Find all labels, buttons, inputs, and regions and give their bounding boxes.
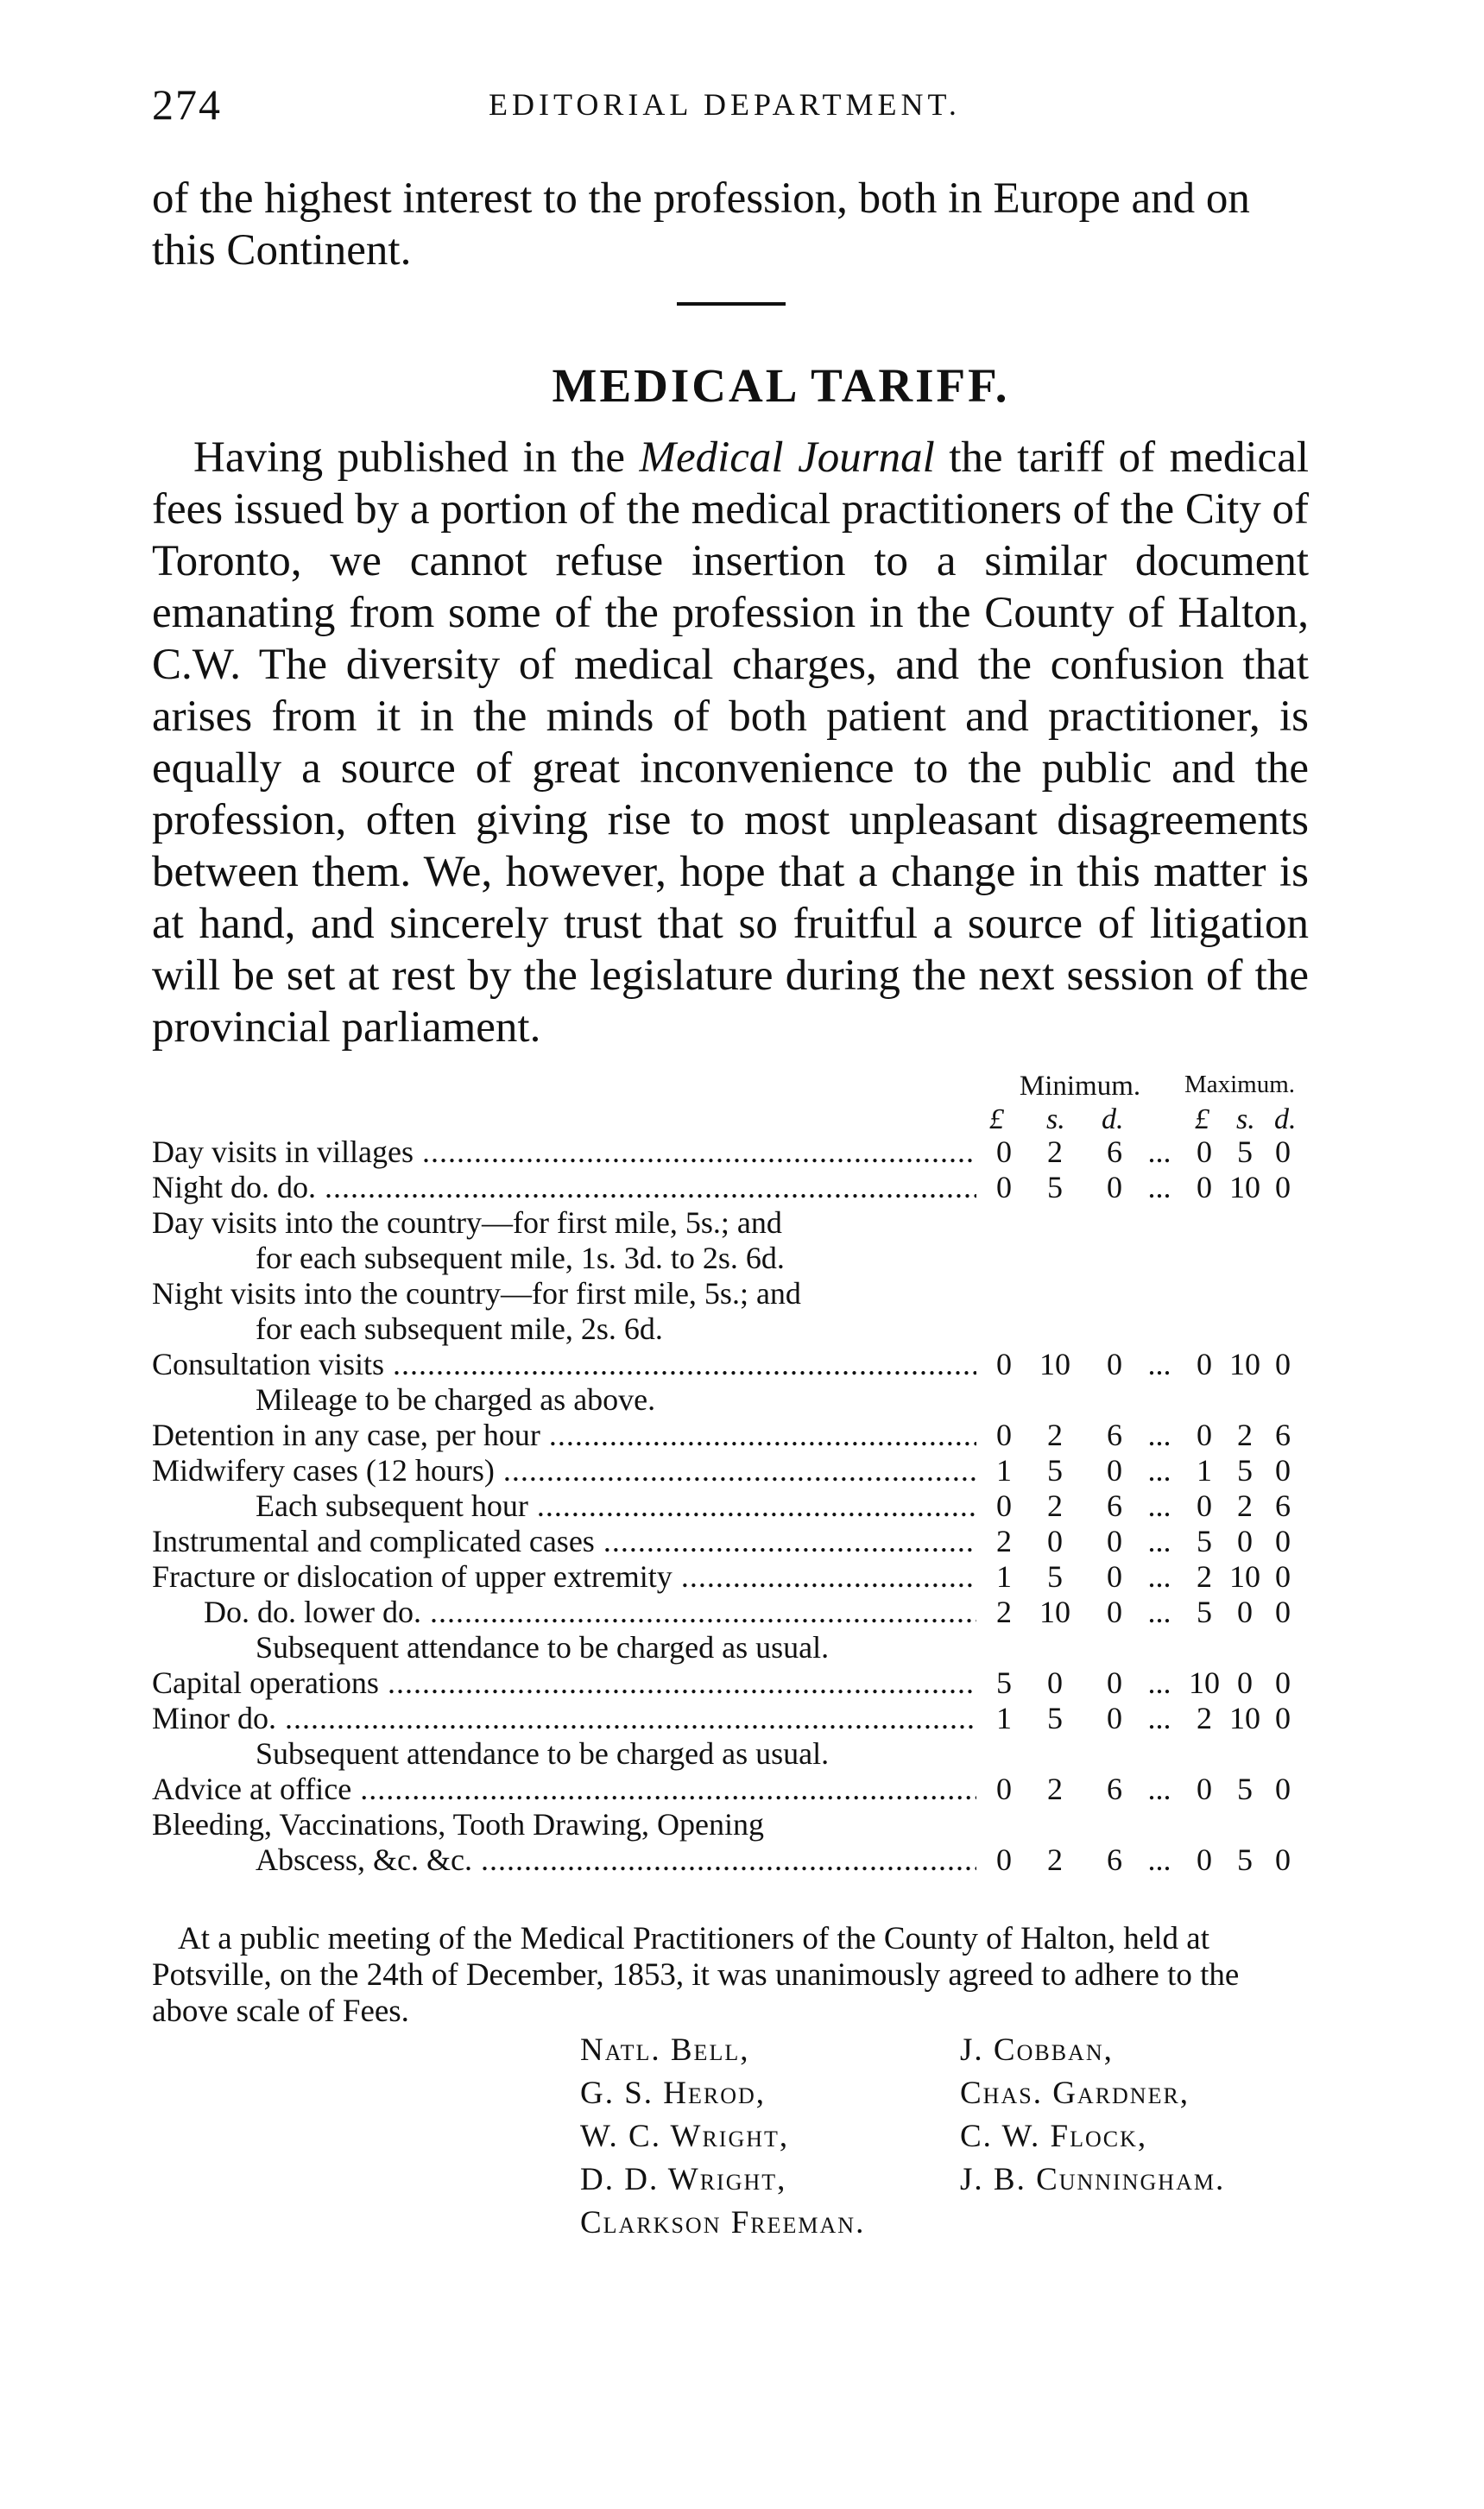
minimum-value: 0 [1047,1665,1063,1700]
value-separator: ... [1147,1134,1171,1169]
intro-text: of the highest interest to the profession, both in Europe and on this Continent. [152,174,1250,275]
value-separator: ... [1147,1595,1171,1629]
value-separator: ... [1147,1453,1171,1488]
tariff-row-label: for each subsequent mile, 2s. 6d. [256,1311,663,1346]
tariff-row-label: Detention in any case, per hour ..... [152,1418,976,1453]
minimum-value: 6 [1107,1842,1122,1877]
tariff-row-label: Subsequent attendance to be charged as usual. [256,1736,830,1771]
max-shilling-unit: s. [1236,1103,1255,1135]
tariff-table [152,1071,1317,1878]
maximum-value: 0 [1197,1134,1212,1169]
maximum-value: 0 [1237,1665,1253,1700]
minimum-value: 6 [1107,1134,1122,1169]
minimum-value: 6 [1107,1488,1122,1523]
tariff-row-label: Mileage to be charged as above. [256,1382,656,1417]
minimum-value: 0 [1107,1595,1122,1629]
value-separator: ... [1147,1170,1171,1204]
maximum-value: 6 [1275,1488,1291,1523]
tariff-row-label: Advice at office ..... [152,1772,976,1807]
minimum-header: Minimum. [1019,1071,1141,1102]
signatory-left-2: G. S. Herod, [580,2076,767,2111]
article-title: MEDICAL TARIFF. [552,359,1010,412]
maximum-value: 5 [1237,1842,1253,1877]
value-separator: ... [1147,1418,1171,1452]
minimum-value: 1 [996,1559,1012,1594]
tariff-row [152,1524,1317,1559]
tariff-row-label: Day visits into the country—for first mile, 5s.; and [152,1205,782,1240]
tariff-row-label: Abscess, &c. &c. ..... [152,1842,976,1878]
page-number: 274 [152,80,222,129]
maximum-value: 5 [1237,1772,1253,1806]
paragraph-text-end: the tariff of medical fees issued by a portion of the medical practitioners of the City of Toronto, we cannot refuse insertion to a similar document emanating from some of the profession in the County of Halton, C.W. The diversity of medical charges, and the confusion that arises from it in the minds of both patient and practitioner, is equally a source of great inconvenience to the public and the profession, often giving rise to most unpleasant disagreements between them. We, however, hope that a change in this matter is at hand, and sincerely trust that so fruitful a source of litigation will be set at rest by the legislature during the next session of the provincial parliament. [152,433,1310,1052]
tariff-row [152,1736,1317,1772]
maximum-value: 10 [1229,1559,1260,1594]
maximum-value: 0 [1275,1842,1291,1877]
maximum-value: 0 [1275,1453,1291,1488]
minimum-value: 5 [1047,1170,1063,1204]
maximum-value: 10 [1229,1701,1260,1735]
max-pound-unit: £ [1195,1103,1209,1135]
max-pence-unit: d. [1274,1103,1297,1135]
minimum-value: 2 [1047,1772,1063,1806]
signatory-right-3: C. W. Flock, [960,2119,1148,2154]
tariff-row [152,1418,1317,1453]
tariff-row [152,1559,1317,1595]
minimum-value: 0 [1047,1524,1063,1558]
minimum-value: 6 [1107,1418,1122,1452]
min-pound-unit: £ [989,1103,1004,1135]
maximum-value: 0 [1275,1347,1291,1381]
value-separator: ... [1147,1772,1171,1806]
tariff-row-label: Capital operations ..... [152,1665,976,1701]
minimum-value: 0 [996,1842,1012,1877]
maximum-value: 5 [1197,1595,1212,1629]
maximum-value: 2 [1197,1701,1212,1735]
signatory-left-4: D. D. Wright, [580,2162,787,2197]
tariff-row [152,1453,1317,1488]
paragraph-text-start: Having published in the [193,433,640,482]
closing-text: At a public meeting of the Medical Practitioners of the County of Halton, held at Potsville, on the 24th of December, 1853, it was unanimously agreed to adhere to the above scale of Fees. [152,1921,1240,2029]
tariff-row-label: Instrumental and complicated cases ..... [152,1524,976,1559]
minimum-value: 2 [996,1524,1012,1558]
maximum-value: 0 [1197,1842,1212,1877]
tariff-row-label: Subsequent attendance to be charged as usual. [256,1630,830,1665]
maximum-value: 2 [1197,1559,1212,1594]
tariff-row [152,1347,1317,1382]
tariff-header [152,1071,1317,1134]
minimum-value: 2 [1047,1488,1063,1523]
tariff-row [152,1276,1317,1311]
minimum-value: 0 [996,1772,1012,1806]
value-separator: ... [1147,1347,1171,1381]
maximum-value: 0 [1237,1524,1253,1558]
value-separator: ... [1147,1488,1171,1523]
signatory-left-3: W. C. Wright, [580,2119,790,2154]
maximum-value: 10 [1229,1170,1260,1204]
signatory-right-1: J. Cobban, [960,2032,1114,2068]
maximum-value: 0 [1275,1701,1291,1735]
minimum-value: 2 [1047,1842,1063,1877]
signatory-right-2: Chas. Gardner, [960,2076,1190,2111]
maximum-value: 0 [1197,1488,1212,1523]
min-shilling-unit: s. [1046,1103,1065,1135]
tariff-row-label: Consultation visits ..... [152,1347,976,1382]
maximum-value: 2 [1237,1488,1253,1523]
minimum-value: 10 [1039,1595,1070,1629]
maximum-value: 6 [1275,1418,1291,1452]
minimum-value: 1 [996,1701,1012,1735]
value-separator: ... [1147,1701,1171,1735]
maximum-value: 0 [1275,1772,1291,1806]
journal-name: Medical Journal [639,433,935,482]
minimum-value: 0 [996,1170,1012,1204]
minimum-value: 10 [1039,1347,1070,1381]
tariff-row-label: Day visits in villages ..... [152,1134,976,1170]
tariff-row [152,1595,1317,1630]
maximum-value: 0 [1275,1559,1291,1594]
tariff-row-label: Minor do. ..... [152,1701,976,1736]
tariff-row-label: Night visits into the country—for first mile, 5s.; and [152,1276,801,1311]
maximum-value: 10 [1229,1347,1260,1381]
signatory-right-4: J. B. Cunningham. [960,2162,1226,2197]
minimum-value: 0 [1107,1170,1122,1204]
tariff-row-label: Midwifery cases (12 hours) ..... [152,1453,976,1488]
maximum-value: 0 [1197,1170,1212,1204]
tariff-row [152,1241,1317,1276]
tariff-row [152,1311,1317,1347]
minimum-value: 0 [996,1488,1012,1523]
value-separator: ... [1147,1665,1171,1700]
minimum-value: 5 [1047,1701,1063,1735]
minimum-value: 2 [1047,1134,1063,1169]
minimum-value: 1 [996,1453,1012,1488]
tariff-row [152,1488,1317,1524]
tariff-row-label: Night do. do. ..... [152,1170,976,1205]
minimum-value: 0 [1107,1701,1122,1735]
minimum-value: 0 [1107,1559,1122,1594]
maximum-value: 0 [1197,1418,1212,1452]
page-header [152,79,1309,131]
minimum-value: 2 [996,1595,1012,1629]
minimum-value: 0 [996,1418,1012,1452]
maximum-value: 1 [1197,1453,1212,1488]
tariff-row [152,1772,1317,1807]
maximum-value: 0 [1197,1347,1212,1381]
tariff-rows [152,1134,1317,1878]
minimum-value: 5 [996,1665,1012,1700]
minimum-value: 0 [996,1347,1012,1381]
maximum-value: 5 [1237,1134,1253,1169]
section-divider [677,302,786,306]
maximum-value: 5 [1197,1524,1212,1558]
signatory-left-1: Natl. Bell, [580,2032,750,2068]
minimum-value: 0 [1107,1665,1122,1700]
tariff-row [152,1630,1317,1665]
minimum-value: 2 [1047,1418,1063,1452]
tariff-row [152,1205,1317,1241]
maximum-value: 0 [1275,1595,1291,1629]
tariff-row-label: Bleeding, Vaccinations, Tooth Drawing, Opening [152,1807,765,1842]
maximum-value: 0 [1275,1524,1291,1558]
tariff-row [152,1134,1317,1170]
maximum-value: 2 [1237,1418,1253,1452]
value-separator: ... [1147,1559,1171,1594]
minimum-value: 0 [1107,1347,1122,1381]
tariff-row [152,1170,1317,1205]
tariff-row [152,1382,1317,1418]
min-pence-unit: d. [1102,1103,1124,1135]
maximum-value: 5 [1237,1453,1253,1488]
article-paragraph [152,432,1309,1053]
maximum-value: 0 [1275,1134,1291,1169]
tariff-row-label: Do. do. lower do. ..... [152,1595,976,1630]
tariff-row [152,1842,1317,1878]
maximum-value: 0 [1275,1170,1291,1204]
tariff-row [152,1701,1317,1736]
maximum-value: 0 [1197,1772,1212,1806]
minimum-value: 0 [1107,1524,1122,1558]
minimum-value: 6 [1107,1772,1122,1806]
tariff-row [152,1665,1317,1701]
tariff-row-label: Fracture or dislocation of upper extremity ..... [152,1559,976,1595]
minimum-value: 5 [1047,1559,1063,1594]
tariff-row-label: for each subsequent mile, 1s. 3d. to 2s. 6d. [256,1241,785,1275]
maximum-value: 0 [1237,1595,1253,1629]
maximum-value: 0 [1275,1665,1291,1700]
tariff-row-label: Each subsequent hour ..... [152,1488,976,1524]
signatory-left-5: Clarkson Freeman. [580,2205,866,2240]
minimum-value: 0 [1107,1453,1122,1488]
maximum-header: Maximum. [1184,1071,1296,1098]
value-separator: ... [1147,1842,1171,1877]
running-title: EDITORIAL DEPARTMENT. [489,87,961,122]
minimum-value: 5 [1047,1453,1063,1488]
maximum-value: 10 [1189,1665,1220,1700]
tariff-row [152,1807,1317,1842]
minimum-value: 0 [996,1134,1012,1169]
value-separator: ... [1147,1524,1171,1558]
